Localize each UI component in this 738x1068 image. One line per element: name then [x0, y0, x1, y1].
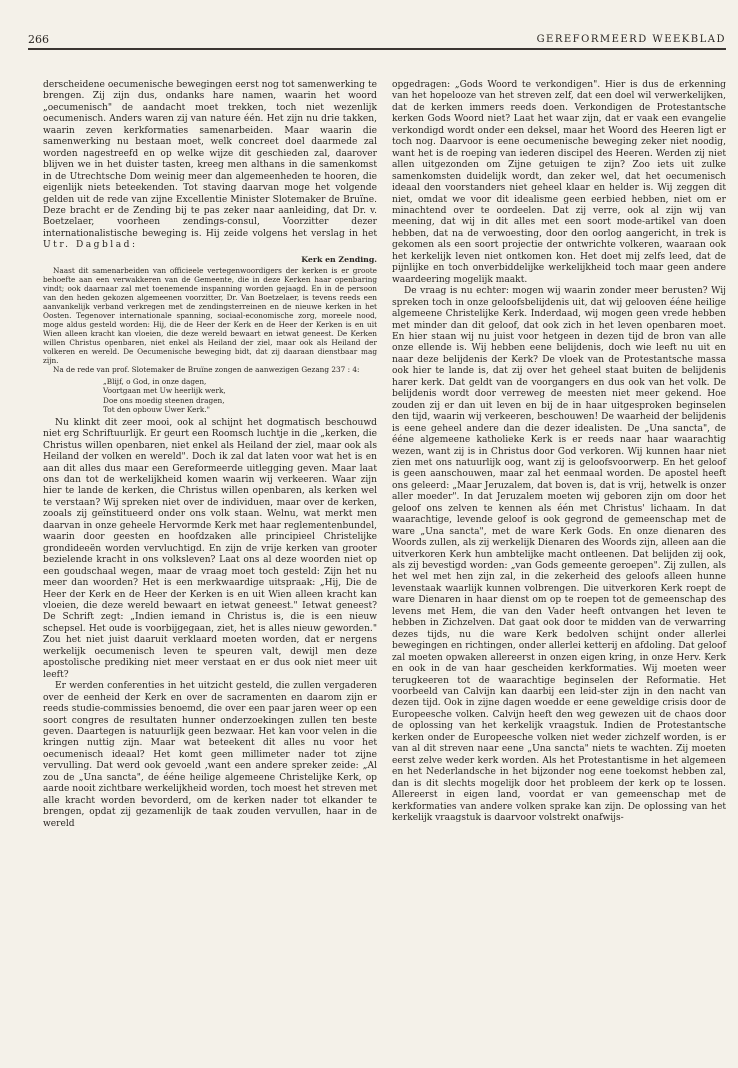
page-number: 266 [28, 33, 49, 46]
quote-heading: Kerk en Zending. [301, 254, 377, 264]
verse-line: Tot den opbouw Uwer Kerk." [103, 404, 211, 414]
body-paragraph: Er werden conferenties in het uitzicht gesteld, die zullen vergaderen over de eenheid der Kerk en over de sacramenten en daarom zijn er reeds studie-commissies benoemd, die over een paar jaren weer op een soort congres de resultaten hunner onderzoekingen zullen ten beste geven. Daartegen is natuurlijk geen bezwaar. Het kan voor velen in die kringen nuttig zijn. Maar wat beteekent dit alles nu voor het oecumenisch ideaal? Het komt geen millimeter nader tot zijne vervulling. Dat werd ook gevoeld ,want een andere spreker zeide: „Al zou de „Una sancta", de ééne heilige algemeene Christelijke Kerk, op aarde nooit zichtbare werkelijkheid worden, toch moest het streven met alle kracht worden bevorderd, om de kerken nader tot elkander te brengen, opdat zij gezamenlijk de taak zouden vervullen, haar in de wereld [43, 681, 377, 829]
hymn-verse [103, 377, 377, 413]
intro-text: derscheidene oecumenische bewegingen eerst nog tot samenwerking te brengen. Zij zijn dus, ondanks hare namen, waarin het woord „oecumenisch" de aandacht moet trekken, toch niet wezenlijk oecumenisch. Anders waren zij van nature één. Het zijn nu drie takken, waarin zeven kerkformaties samenarbeiden. Maar waarin die samenwerking nu bestaan moet, welk concreet doel daarmede zal worden nagestreefd en op welke wijze dit geschieden zal, daarover blijven we in het duister tasten, kreeg men althans in die samenkomst in de Utrechtsche Dom weinig meer dan algemeenheden te hooren, die eigenlijk niets beteekenden. Tot staving daarvan moge het volgende gelden uit de rede van zijne Excellentie Minister Slotemaker de Bruïne. Deze bracht er de Zending bij te pas zeker naar aanleiding, dat Dr. v. Boetzelaer, voorheen zendings-consul, Voorzitter dezer internationalistische beweging is. Hij zeide volgens het verslag in het [43, 80, 377, 239]
left-column [43, 80, 377, 830]
body-paragraph: opgedragen: „Gods Woord te verkondigen". Hier is dus de erkenning van het hopelooze van het streven zelf, dat een doel wil verwerkelijken, dat de kerken immers reeds doen. Verkondigen de Protestantsche kerken Gods Woord niet? Laat het waar zijn, dat er vaak een evangelie verkondigd wordt onder een deksel, maar het Woord des Heeren ligt er toch nog. Daarvoor is eene oecumenische beweging zeker niet noodig, want het is de roeping van iederen discipel des Heeren. Werden zij niet allen uitgezonden om Zijne getuigen te zijn? Zoo iets uit zulke samenkomsten duidelijk wordt, dan zeker wel, dat het oecumenisch ideaal den voorstanders niet geheel klaar en helder is. Wij zeggen dit niet, omdat we voor dit idealisme geen eerbied hebben, niet om er minachtend over te oordeelen. Dat zij verre, ook al zijn wij van meening, dat wij in dit alles met een soort mode-artikel van doen hebben, dat na de verwoesting, door den oorlog aangericht, in trek is gekomen als een soort projectie der ontwrichte volkeren, waaraan ook het kerkelijk leven niet ontkomen kon. Het doet mij zelfs leed, dat de pijnlijke en toch onverbiddelijke werkelijkheid toch maar geen andere waardeering mogelijk maakt. [392, 80, 726, 285]
body-paragraph: Nu klinkt dit zeer mooi, ook al schijnt het dogmatisch beschouwd niet erg Schriftuurlijk. Er geurt een Roomsch luchtje in die „kerken, die Christus willen openbaren, niet enkel als Heiland der ziel, maar ook als Heiland der volken en wereld". Doch ik zal dat laten voor wat het is en aan dit alles dus maar een Gereformeerde uitlegging geven. Maar laat ons dan tot de werkelijkheid komen waarin wij verkeeren. Waar zijn hier te lande de kerken, die Christus willen openbaren, als kerken wel te verstaan? Wij spreken niet over de individuen, maar over de kerken, zooals zij geïnstitueerd onder ons volk staan. Welnu, wat merkt men daarvan in onze geheele Hervormde Kerk met haar reglementenbundel, waarin door geesten en hoofdzaken alle principieel Christelijke grondideeën worden vervluchtigd. En zijn de vrije kerken van grooter bezielende kracht in ons volksleven? Laat ons al deze woorden niet op een goudschaal wegen, maar de vraag moet toch gesteld: Zijn het nu meer dan woorden? Het is een merkwaardige uitspraak: „Hij, Die de Heer der Kerk en de Heer der Kerken is en uit Wien alleen kracht kan vloeien, die deze wereld bewaart en ietwat geneest." Ietwat geneest? De Schrift zegt: „Indien iemand in Christus is, die is een nieuw schepsel. Het oude is voorbijgegaan, ziet, het is alles nieuw geworden." Zou het niet juist daaruit verklaard moeten worden, dat er nergens werkelijk oecumenisch leven te speuren valt, dewijl men deze apostolische prediking niet meer verstaat en er dus ook niet meer uit leeft? [43, 417, 377, 680]
quote-paragraph: Na de rede van prof. Slotemaker de Bruïne zongen de aanwezigen Gezang 237 : 4: [53, 365, 360, 375]
quote-paragraph: Naast dit samenarbeiden van officieele vertegenwoordigers der kerken is er groote behoefte aan een verwakkeren van de Gemeente, die in deze Kerken haar openbaring vindt; ook daarnaar zal met toenemende inspanning worden gejaagd. En in de persoon van den heden gekozen algemeenen voorzitter, Dr. Van Boetzelaer, is tevens reeds een aanvankelijk verband verkregen met de zendingsterreinen en de nieuwe kerken in het Oosten. Tegenover internationale spanning, sociaal-economische zorg, moreele nood, moge aldus gesteld worden: Hij, die de Heer der Kerk en de Heer der Kerken is en uit Wien alleen kracht kan vloeien, die deze wereld bewaart en ietwat geneest. De Kerken willen Christus openbaren, niet enkel als Heiland der ziel, maar ook als Heiland der volkeren en wereld. De Oecumenische beweging bidt, dat zij daaraan dienstbaar mag zijn. [43, 265, 377, 366]
intro-paragraph [43, 80, 377, 252]
running-title: GEREFORMEERD WEEKBLAD [536, 34, 726, 45]
verse-line: Doe ons moedig steenen dragen, [103, 395, 225, 405]
source-name: Utr. Dagblad: [43, 240, 138, 251]
right-column [392, 80, 726, 824]
body-paragraph: De vraag is nu echter: mogen wij waarin zonder meer berusten? Wij spreken toch in onze geloofsbelijdenis uit, dat wij gelooven ééne heilige algemeene Christelijke Kerk. Inderdaad, wij mogen geen vrede hebben met minder dan dit geloof, dat ook zich in het leven openbaren moet. En hier staan wij nu juist voor hetgeen in dezen tijd de bron van alle onze ellende is. Wij hebben eene belijdenis, doch wie leeft nu uit en naar deze belijdenis der Kerk? De vloek van de Protestantsche massa ook hier te lande is, dat zij over het geheel staat buiten de belijdenis harer kerk. Dat geldt van de voorgangers en dus ook van het volk. De belijdenis wordt door verreweg de meesten niet meer gekend. Hoe zouden zij er dan uit leven en bij de in haar uitgesproken beginselen den tijd, waarin wij verkeeren, beschouwen! De waarheid der belijdenis is eene geheel andere dan die dezer idealisten. De „Una sancta", de ééne algemeene katholieke Kerk is er reeds naar haar waarachtig wezen, want zij is in Christus door God verkoren. Wij kunnen haar niet zien met ons natuurlijk oog, want zij is geloofsvoorwerp. En het geloof is geen aanschouwen, maar zal het eenmaal worden. De apostel heeft ons geleerd: „Maar Jeruzalem, dat boven is, dat is vrij, hetwelk is onzer aller moeder". In dat Jeruzalem moeten wij geboren zijn om door het geloof ons zelven te kennen als één met Christus' lichaam. In dat waarachtige, levende geloof is ook gegrond de gemeenschap met de ware „Una sancta", met de ware Kerk Gods. En onze dienaren des Woords zullen, als zij werkelijk Dienaren des Woords zijn, alleen aan die uitverkoren Kerk hun ambtelijke macht ontleenen. Dat belijden zij ook, als zij bevestigd worden: „van Gods gemeente geroepen". Zij zullen, als het wel met hen zijn zal, in die zekerheid des geloofs alleen hunne levenstaak waarlijk kunnen volbrengen. Die uitverkoren Kerk roept de ware Dienaren in haar dienst om op te roepen tot de gemeenschap des levens met Hem, die van den Vader heeft ontvangen het leven te hebben in Zichzelven. Dat gaat ook door te midden van de verwarring dezes tijds, nu die ware Kerk bedolven schijnt onder allerlei bewegingen en richtingen, onder allerlei ketterij en afdoling. Dat geloof zal moeten opwaken allereerst in onzen eigen kring, in onze Herv. Kerk en ook in de van haar gescheiden kerkformaties. Wij moeten weer terugkeeren tot de waarachtige beginselen der Reformatie. Het voorbeeld van Calvijn kan daarbij een leid-ster zijn in den nacht van dezen tijd. Ook in zijne dagen woedde er eene geweldige crisis door de Europeesche volken. Calvijn heeft den weg gewezen uit de chaos door de oplossing van het kerkelijk vraagstuk. Indien de Protestantsche kerken onder de Europeesche volken niet weder zichzelf worden, is er van al dit streven naar eene „Una sancta" niets te wachten. Zij moeten eerst zelve weder kerk worden. Als het Protestantisme in het algemeen en het Nederlandsche in het bijzonder nog eene toekomst hebben zal, dan is dit slechts mogelijk door het probleem der kerk op te lossen. Allereerst in eigen land, voordat er van gemeenschap met de kerkformaties van andere volken sprake kan zijn. De oplossing van het kerkelijk vraagstuk is daarvoor volstrekt onafwijs- [392, 286, 726, 823]
verse-line: Voortgaan met Uw heerlijk werk, [103, 386, 226, 396]
page-header [28, 33, 726, 47]
verse-line: „Blijf, o God, in onze dagen, [103, 377, 207, 387]
quoted-report [43, 266, 377, 375]
header-rule [28, 48, 726, 50]
